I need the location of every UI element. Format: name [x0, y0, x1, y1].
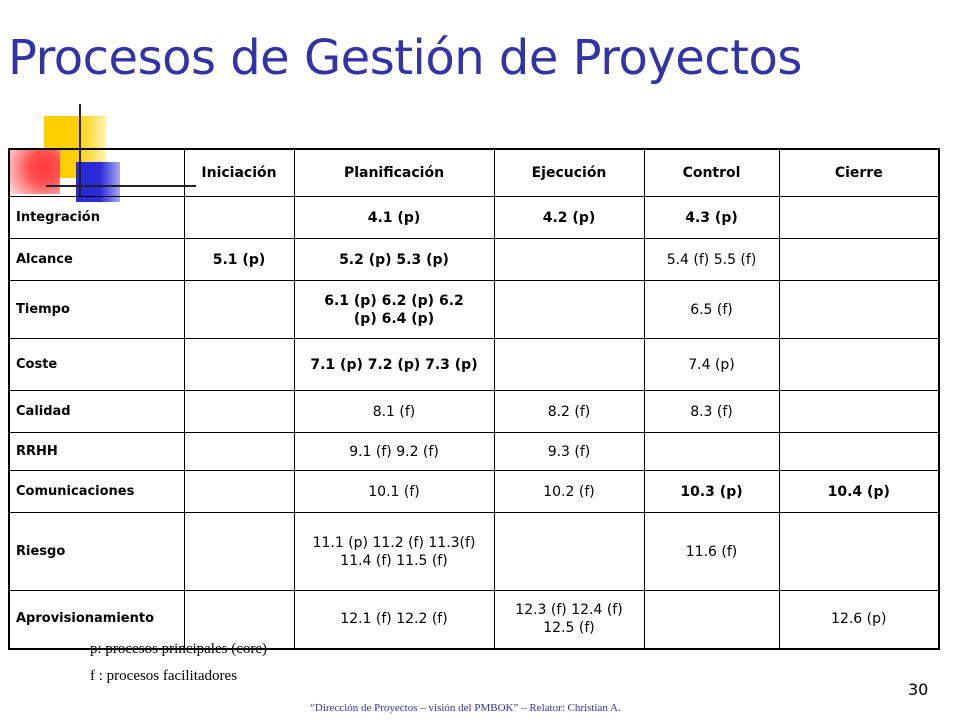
table-cell: 5.2 (p) 5.3 (p) — [294, 239, 494, 281]
table-cell — [494, 281, 644, 339]
table-row — [9, 281, 939, 339]
table-cell — [494, 239, 644, 281]
table-cell — [494, 339, 644, 391]
table-cell — [779, 433, 939, 471]
table-cell — [184, 339, 294, 391]
table-cell: 5.4 (f) 5.5 (f) — [644, 239, 779, 281]
row-label-alcance: Alcance — [9, 239, 184, 281]
table-row — [9, 433, 939, 471]
header-control: Control — [644, 149, 779, 197]
table-cell: 12.1 (f) 12.2 (f) — [294, 591, 494, 649]
table-cell — [779, 513, 939, 591]
table-header-row — [9, 149, 939, 197]
table-cell: 9.3 (f) — [494, 433, 644, 471]
legend-principal: p: procesos principales (core) — [90, 641, 268, 657]
row-label-tiempo: Tiempo — [9, 281, 184, 339]
table-cell: 11.6 (f) — [644, 513, 779, 591]
table-cell: 8.2 (f) — [494, 391, 644, 433]
table-cell: 5.1 (p) — [184, 239, 294, 281]
header-ejecucion: Ejecución — [494, 149, 644, 197]
header-planificacion: Planificación — [294, 149, 494, 197]
table-cell: 4.1 (p) — [294, 197, 494, 239]
table-cell — [184, 513, 294, 591]
table-cell: 4.3 (p) — [644, 197, 779, 239]
table-cell: 4.2 (p) — [494, 197, 644, 239]
table-cell — [779, 197, 939, 239]
header-cierre: Cierre — [779, 149, 939, 197]
table-row — [9, 239, 939, 281]
table-cell: 7.4 (p) — [644, 339, 779, 391]
table-row — [9, 591, 939, 649]
table-cell — [184, 591, 294, 649]
table-cell — [184, 281, 294, 339]
table-cell: 8.1 (f) — [294, 391, 494, 433]
table-cell: 11.1 (p) 11.2 (f) 11.3(f) 11.4 (f) 11.5 (f) — [294, 513, 494, 591]
process-table — [8, 148, 940, 650]
table-cell — [184, 391, 294, 433]
legend-facilitador: f : procesos facilitadores — [90, 668, 238, 684]
slide-title: Procesos de Gestión de Proyectos — [8, 30, 802, 86]
row-label-aprovisionamiento: Aprovisionamiento — [9, 591, 184, 649]
table-cell — [779, 281, 939, 339]
table-cell: 12.3 (f) 12.4 (f) 12.5 (f) — [494, 591, 644, 649]
table-cell — [184, 197, 294, 239]
table-cell: 9.1 (f) 9.2 (f) — [294, 433, 494, 471]
decorative-horizontal-line — [46, 185, 196, 187]
table-cell: 7.1 (p) 7.2 (p) 7.3 (p) — [294, 339, 494, 391]
table-cell: 6.1 (p) 6.2 (p) 6.2 (p) 6.4 (p) — [294, 281, 494, 339]
table-cell: 10.2 (f) — [494, 471, 644, 513]
header-corner — [9, 149, 184, 197]
table-row — [9, 391, 939, 433]
footer-credit: “Dirección de Proyectos – visión del PMBOK” – Relator: Christian A. — [310, 702, 621, 714]
table-row — [9, 197, 939, 239]
row-label-comunicaciones: Comunicaciones — [9, 471, 184, 513]
table-row — [9, 339, 939, 391]
table-cell — [184, 433, 294, 471]
row-label-rrhh: RRHH — [9, 433, 184, 471]
row-label-integracion: Integración — [9, 197, 184, 239]
table-cell — [184, 471, 294, 513]
table-cell — [644, 433, 779, 471]
row-label-calidad: Calidad — [9, 391, 184, 433]
table-cell — [779, 391, 939, 433]
table-cell: 10.1 (f) — [294, 471, 494, 513]
table-cell — [779, 239, 939, 281]
table-row — [9, 471, 939, 513]
table-cell: 12.6 (p) — [779, 591, 939, 649]
table-cell — [494, 513, 644, 591]
page-number: 30 — [908, 680, 929, 699]
table-cell: 6.5 (f) — [644, 281, 779, 339]
row-label-coste: Coste — [9, 339, 184, 391]
table-cell: 8.3 (f) — [644, 391, 779, 433]
header-iniciacion: Iniciación — [184, 149, 294, 197]
table-cell: 10.4 (p) — [779, 471, 939, 513]
table-cell — [644, 591, 779, 649]
table-cell: 10.3 (p) — [644, 471, 779, 513]
table-row — [9, 513, 939, 591]
row-label-riesgo: Riesgo — [9, 513, 184, 591]
table-cell — [779, 339, 939, 391]
